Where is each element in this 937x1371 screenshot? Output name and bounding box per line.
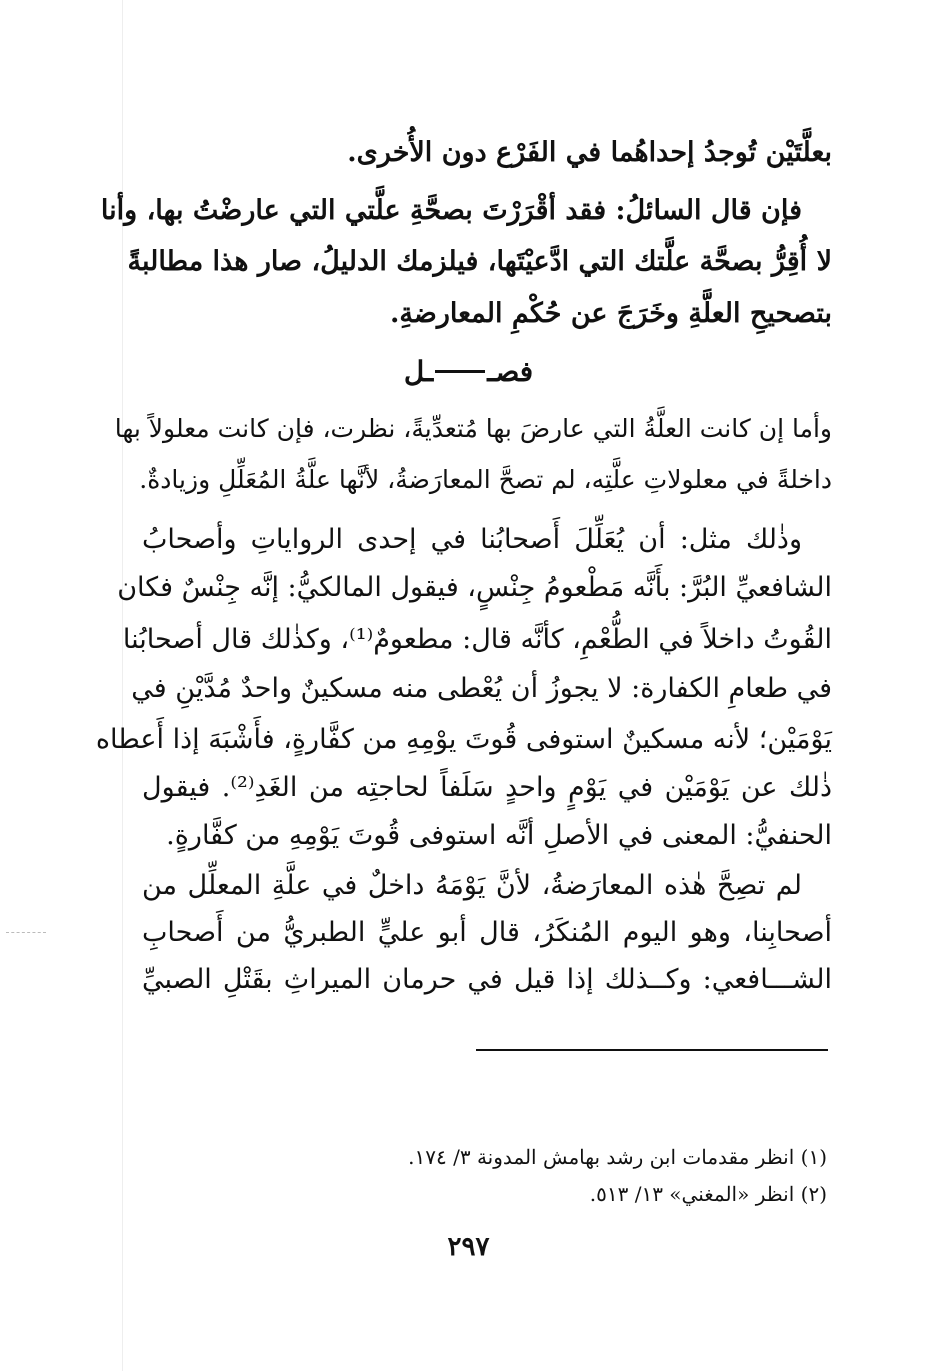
- text-line: الشـــافعي: وكــذلك إذا قيل في حرمان الميراثِ بقَتْلِ الصبيِّ: [142, 964, 832, 995]
- text-line: بعلَّتَيْن تُوجدُ إحداهُما في الفَرْع دون الأُخرى.: [347, 137, 832, 168]
- text-line: ذٰلك عن يَوْمَيْن في يَوْمٍ واحدٍ سَلَفاً لحاجتِه من الغَدِ⁽²⁾. فيقول: [142, 772, 832, 803]
- text-line: القُوتُ داخلاً في الطُّعْمِ، كأنَّه قال: مطعومٌ⁽¹⁾، وكذٰلك قال أصحابُنا: [122, 624, 832, 655]
- text-line: فإن قال السائلُ: فقد أقْرَرْتَ بصحَّةِ علَّتي التي عارضْتُ بها، وأنا: [100, 195, 802, 226]
- heading-tatweel: [435, 369, 485, 373]
- text-line: بتصحيحِ العلَّةِ وخَرَجَ عن حُكْمِ المعارضةِ.: [390, 298, 832, 329]
- text-line: الحنفيُّ: المعنى في الأصلِ أنَّه استوفى قُوتَ يَوْمِهِ من كفَّارةٍ.: [166, 820, 832, 851]
- page-number: ٢٩٧: [447, 1232, 490, 1262]
- section-heading: [0, 352, 937, 392]
- section-heading-end: ـل: [403, 355, 434, 388]
- text-line: داخلةً في معلولاتِ علَّتِه، لم تصحَّ المعارَضةُ، لأنَّها علَّةُ المُعَلِّلِ وزيادةٌ.: [139, 465, 832, 494]
- text-line: وأما إن كانت العلَّةُ التي عارضَ بها مُتعدِّيةً، نظرت، فإن كانت معلولاً بها: [114, 414, 832, 443]
- text-line: يَوْمَيْن؛ لأنه مسكينٌ استوفى قُوتَ يوْمِهِ من كفَّارةٍ، فأَشْبَهَ إذا أَعطاه: [95, 724, 832, 755]
- text-line: لا أُقِرُّ بصحَّة علَّتك التي ادَّعيْتَها، فيلزمك الدليلُ، صار هذا مطالبةً: [127, 246, 832, 277]
- text-line: الشافعيِّ البُرَّ: بأَنَّه مَطْعومُ جِنْسٍ، فيقول المالكيُّ: إنَّه جِنْسٌ فكان: [117, 572, 832, 603]
- section-heading-start: فصـ: [487, 355, 534, 388]
- footnote-2: (٢) انظر «المغني» ١٣/ ٥١٣.: [589, 1182, 827, 1206]
- text-line: أصحابِنا، وهو اليوم المُنكَرُ، قال أبو عليٍّ الطبريُّ من أَصحابِ: [142, 917, 832, 948]
- footnote-1: (١) انظر مقدمات ابن رشد بهامش المدونة ٣/ ١٧٤.: [408, 1145, 827, 1169]
- margin-scan-mark: [6, 932, 46, 933]
- footnote-separator: [476, 1049, 828, 1051]
- text-line: وذٰلك مثل: أن يُعَلِّلَ أَصحابُنا في إحدى الرواياتِ وأصحابُ: [142, 524, 802, 555]
- text-line: في طعامِ الكفارة: لا يجوزُ أن يُعْطى منه مسكينٌ واحدٌ مُدَّيْنِ في: [131, 673, 832, 704]
- text-line: لم تصِحَّ هٰذه المعارَضةُ، لأنَّ يَوْمَهُ داخلٌ في علَّةِ المعلِّل من: [142, 870, 802, 901]
